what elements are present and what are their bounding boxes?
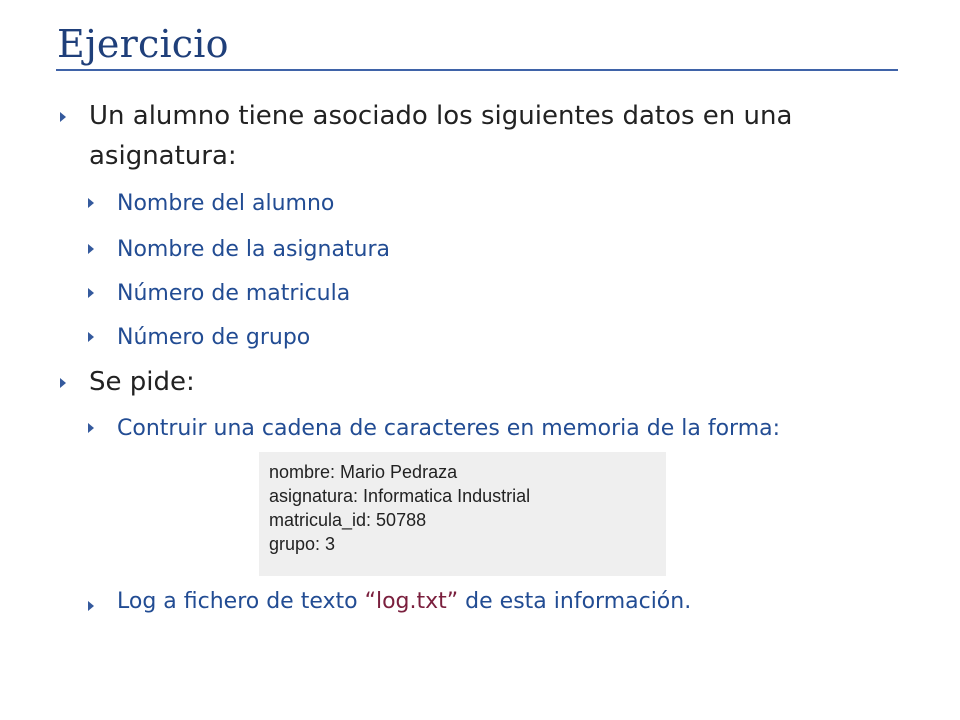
- item-nombre-asignatura: Nombre de la asignatura: [117, 237, 391, 262]
- code-line-grupo: grupo: 3: [269, 534, 336, 554]
- item-numero-matricula: Número de matricula: [117, 281, 351, 306]
- bullet-arrow-icon: [60, 378, 66, 388]
- bullet-arrow-icon: [60, 112, 66, 122]
- sub-bullet-arrow-icon: [88, 244, 94, 254]
- code-line-asignatura: asignatura: Informatica Industrial: [269, 486, 531, 506]
- sub-bullet-arrow-icon: [88, 423, 94, 433]
- intro-text-line2: asignatura:: [89, 141, 237, 171]
- code-line-matricula: matricula_id: 50788: [269, 510, 427, 530]
- sub-bullet-arrow-icon: [88, 198, 94, 208]
- code-line-nombre: nombre: Mario Pedraza: [269, 462, 458, 482]
- sub-bullet-arrow-icon: [88, 332, 94, 342]
- intro-text-line1: Un alumno tiene asociado los siguientes datos en una: [89, 101, 793, 131]
- sub-bullet-arrow-icon: [88, 601, 94, 611]
- item-contruir: Contruir una cadena de caracteres en memoria de la forma:: [117, 416, 781, 441]
- log-filename-quote: “log.txt”: [364, 589, 459, 614]
- log-suffix-text: de esta información.: [458, 589, 692, 614]
- sub-bullet-arrow-icon: [88, 288, 94, 298]
- log-prefix-text: Log a fichero de texto: [117, 589, 365, 614]
- item-numero-grupo: Número de grupo: [117, 325, 311, 350]
- slide-title: Ejercicio: [57, 22, 229, 66]
- code-block: [259, 452, 666, 576]
- se-pide-text: Se pide:: [89, 367, 195, 397]
- item-log-fichero: [117, 589, 691, 614]
- item-nombre-alumno: Nombre del alumno: [117, 191, 335, 216]
- title-underline: [56, 69, 898, 71]
